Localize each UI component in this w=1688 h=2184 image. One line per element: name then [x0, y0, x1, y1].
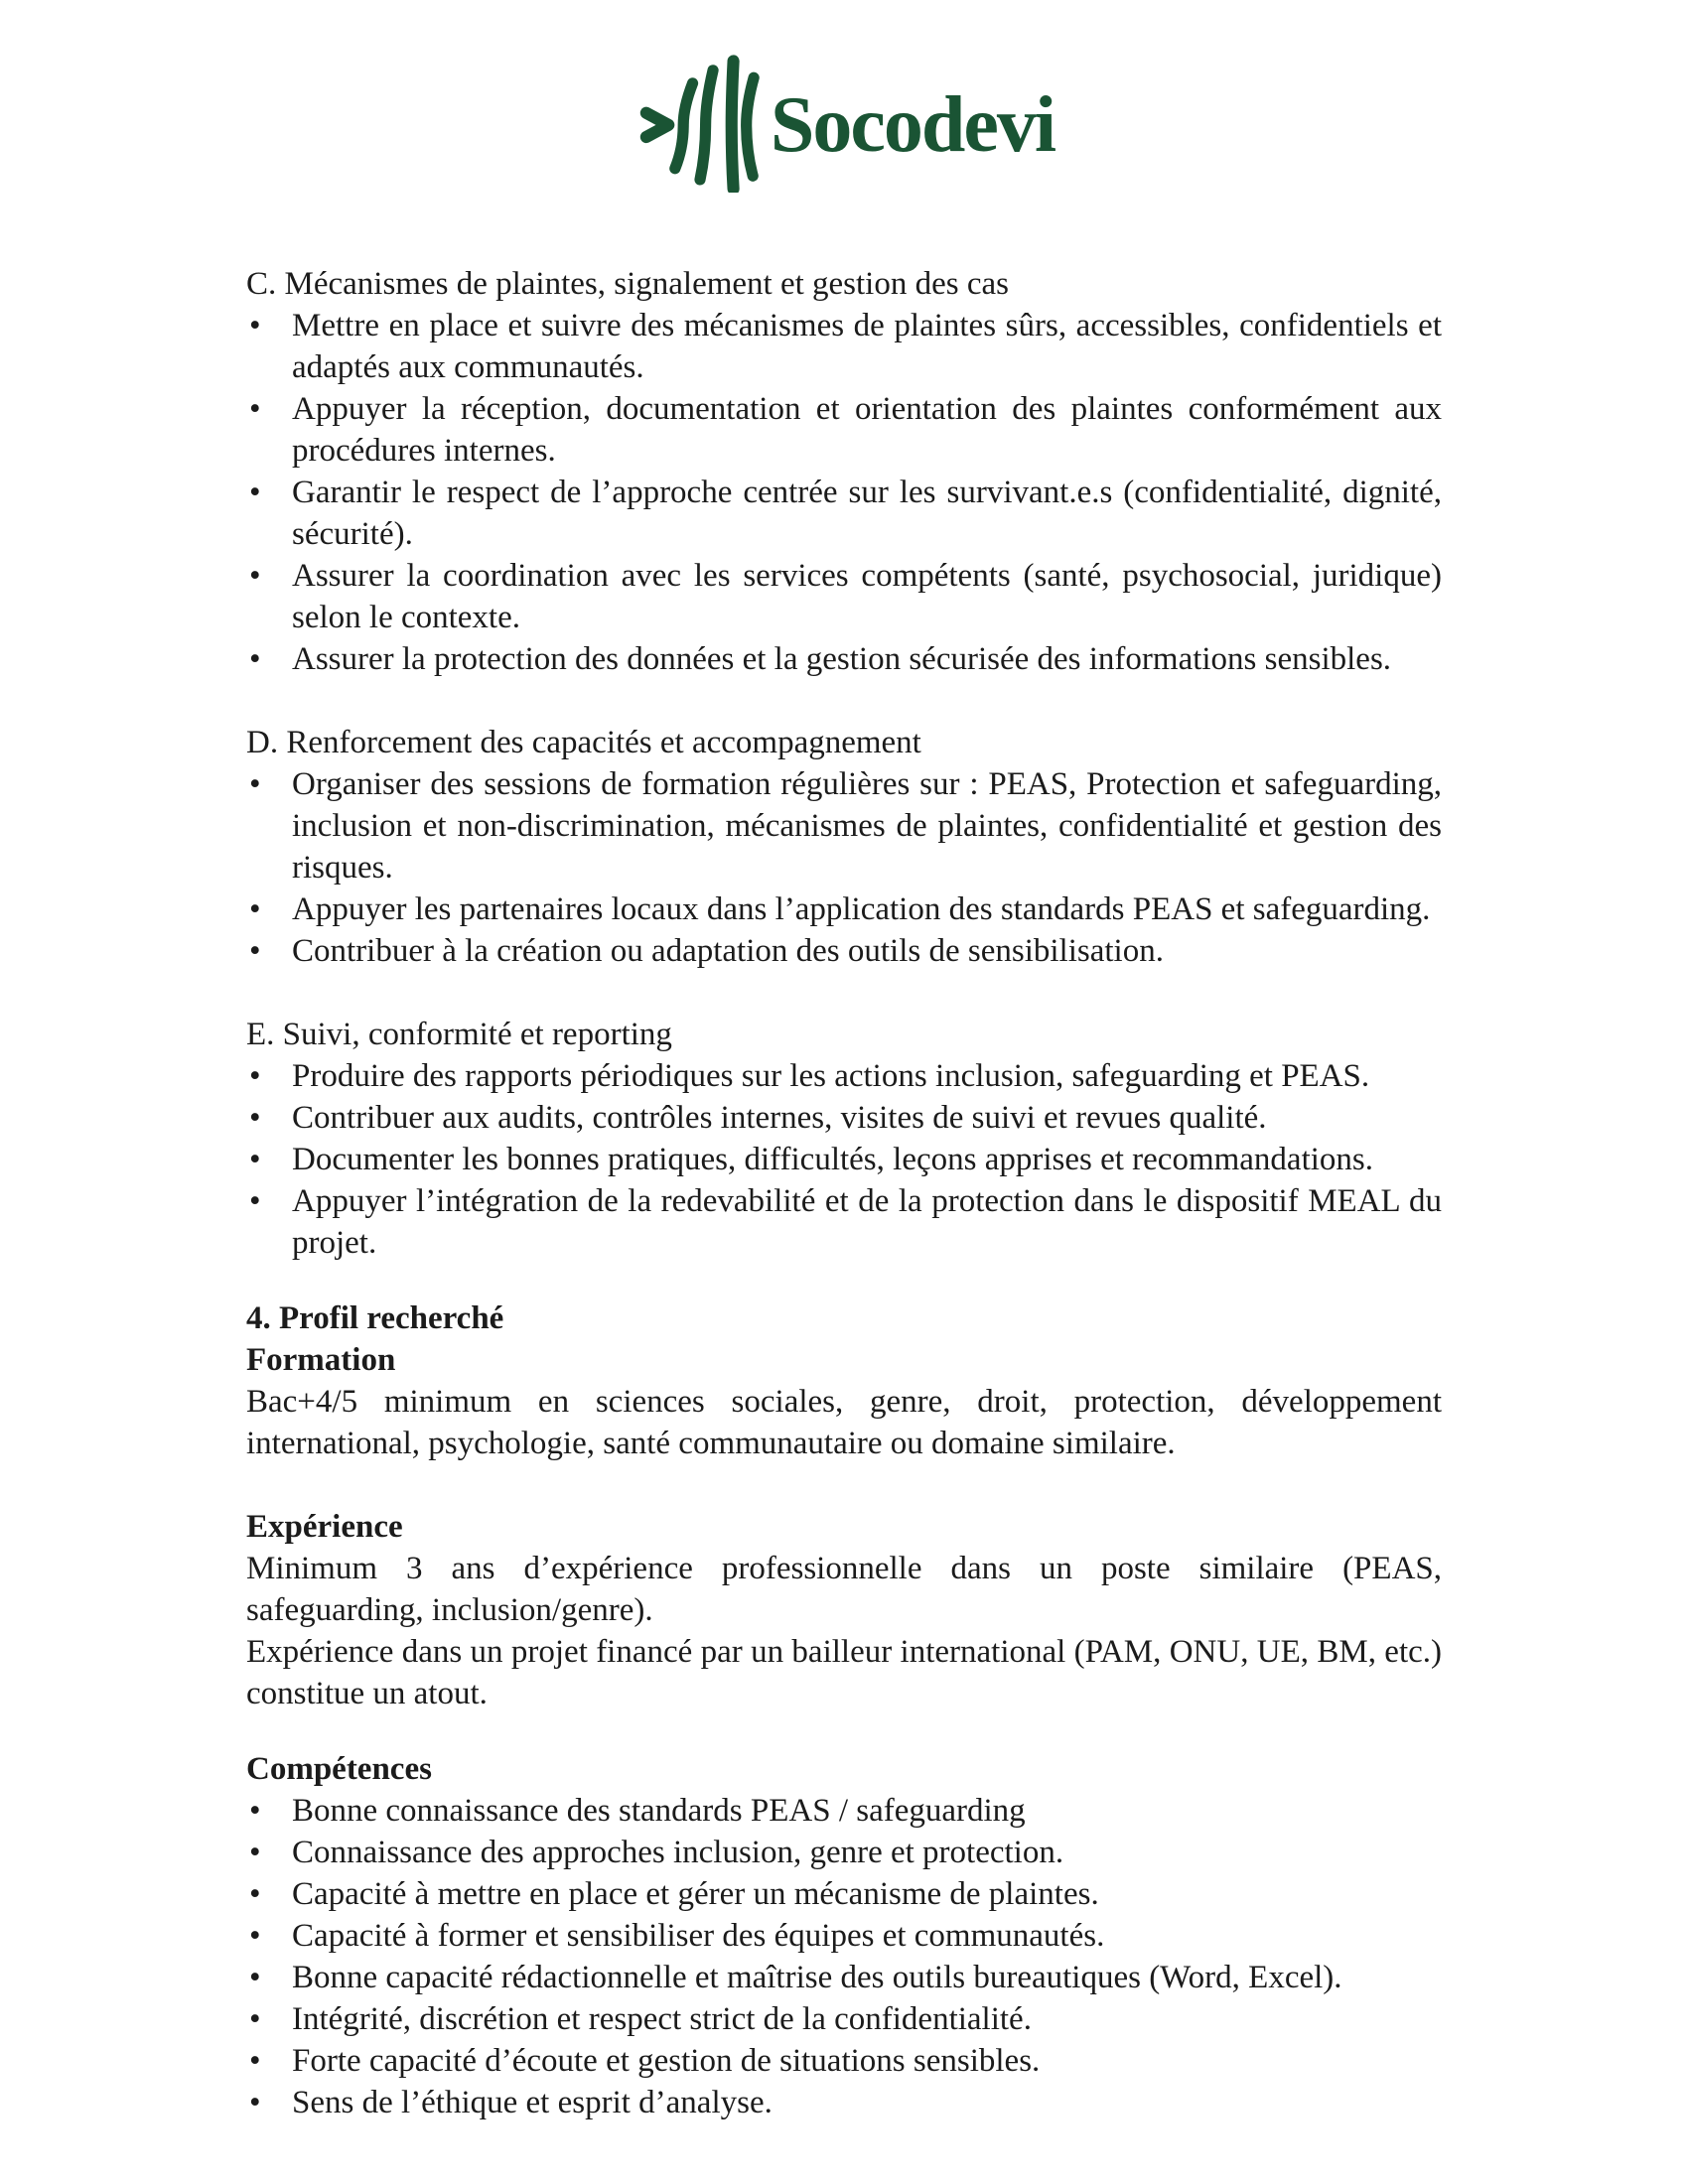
bullet-text: Mettre en place et suivre des mécanismes de plaintes sûrs, accessibles, confidentiels et adaptés aux communautés. [292, 308, 1442, 385]
bullet-icon: • [249, 1793, 261, 1829]
competences-list [246, 1790, 1442, 2123]
section-spacer [246, 1714, 1442, 1748]
list-item [246, 1832, 1442, 1873]
section-d-heading: D. Renforcement des capacités et accompagnement [246, 725, 921, 760]
bullet-icon: • [249, 1835, 261, 1870]
bullet-icon: • [249, 1142, 261, 1177]
list-item [246, 1055, 1442, 1097]
bullet-icon: • [249, 1100, 261, 1136]
bullet-text: Contribuer aux audits, contrôles internes, visites de suivi et revues qualité. [292, 1100, 1267, 1136]
bullet-icon: • [249, 891, 261, 927]
bullet-icon: • [249, 308, 261, 343]
bullet-icon: • [249, 1960, 261, 1995]
section-e-list [246, 1055, 1442, 1264]
bullet-icon: • [249, 391, 261, 427]
bullet-icon: • [249, 475, 261, 510]
profil-heading: 4. Profil recherché [246, 1300, 504, 1336]
list-item [246, 1957, 1442, 1998]
bullet-text: Capacité à mettre en place et gérer un mécanisme de plaintes. [292, 1876, 1099, 1912]
list-item [246, 1097, 1442, 1139]
socodevi-logo-text: Socodevi [770, 81, 1055, 169]
bullet-text: Bonne capacité rédactionnelle et maîtrise des outils bureautiques (Word, Excel). [292, 1960, 1342, 1995]
list-item [246, 1180, 1442, 1264]
bullet-icon: • [249, 1058, 261, 1094]
bullet-text: Connaissance des approches inclusion, genre et protection. [292, 1835, 1064, 1870]
bullet-icon: • [249, 1876, 261, 1912]
experience-paragraph: Minimum 3 ans d’expérience professionnelle dans un poste similaire (PEAS, safeguarding, inclusion/genre). [246, 1551, 1442, 1628]
bullet-icon: • [249, 2043, 261, 2079]
list-item [246, 763, 1442, 888]
section-c-list [246, 305, 1442, 680]
experience-heading: Expérience [246, 1509, 403, 1545]
bullet-text: Intégrité, discrétion et respect strict de la confidentialité. [292, 2001, 1032, 2037]
experience-paragraph: Expérience dans un projet financé par un bailleur international (PAM, ONU, UE, BM, etc.) constitue un atout. [246, 1634, 1442, 1711]
bullet-text: Appuyer l’intégration de la redevabilité et de la protection dans le dispositif MEAL du projet. [292, 1183, 1442, 1261]
logo-center-stroke [732, 61, 734, 189]
list-item [246, 1915, 1442, 1957]
formation-heading: Formation [246, 1342, 396, 1378]
list-item [246, 1790, 1442, 1832]
bullet-icon: • [249, 766, 261, 802]
formation-text: Bac+4/5 minimum en sciences sociales, genre, droit, protection, développement international, psychologie, santé communautaire ou domaine similaire. [246, 1384, 1442, 1461]
bullet-icon: • [249, 558, 261, 594]
list-item [246, 2040, 1442, 2082]
logo-curve-stroke-1 [675, 83, 693, 169]
section-spacer [246, 680, 1442, 722]
list-item [246, 638, 1442, 680]
competences-heading: Compétences [246, 1751, 432, 1787]
socodevi-logo [0, 54, 1688, 193]
list-item [246, 930, 1442, 972]
bullet-text: Contribuer à la création ou adaptation des outils de sensibilisation. [292, 933, 1164, 969]
section-c-heading: C. Mécanismes de plaintes, signalement et gestion des cas [246, 266, 1009, 302]
list-item [246, 1998, 1442, 2040]
bullet-icon: • [249, 641, 261, 677]
list-item [246, 388, 1442, 472]
section-d-list [246, 763, 1442, 972]
list-item [246, 555, 1442, 638]
section-e-heading: E. Suivi, conformité et reporting [246, 1017, 672, 1052]
section-spacer [246, 972, 1442, 1014]
bullet-text: Garantir le respect de l’approche centrée sur les survivant.e.s (confidentialité, dignité, sécurité). [292, 475, 1442, 552]
list-item [246, 472, 1442, 555]
section-spacer [246, 1264, 1442, 1297]
section-spacer [246, 1464, 1442, 1506]
list-item [246, 1139, 1442, 1180]
bullet-text: Sens de l’éthique et esprit d’analyse. [292, 2085, 773, 2120]
document-content [246, 263, 1442, 2123]
bullet-text: Appuyer la réception, documentation et orientation des plaintes conformément aux procédures internes. [292, 391, 1442, 469]
logo-curve-stroke-2 [700, 70, 713, 180]
list-item [246, 1873, 1442, 1915]
bullet-text: Assurer la coordination avec les services compétents (santé, psychosocial, juridique) selon le contexte. [292, 558, 1442, 635]
socodevi-logo-icon [633, 54, 767, 193]
bullet-text: Capacité à former et sensibiliser des équipes et communautés. [292, 1918, 1105, 1954]
bullet-icon: • [249, 1183, 261, 1219]
bullet-text: Assurer la protection des données et la gestion sécurisée des informations sensibles. [292, 641, 1392, 677]
bullet-text: Organiser des sessions de formation régulières sur : PEAS, Protection et safeguarding, inclusion et non-discrimination, mécanismes de plaintes, confidentialité et gestion des risques. [292, 766, 1442, 886]
bullet-icon: • [249, 933, 261, 969]
bullet-text: Documenter les bonnes pratiques, difficultés, leçons apprises et recommandations. [292, 1142, 1373, 1177]
bullet-icon: • [249, 2001, 261, 2037]
bullet-text: Appuyer les partenaires locaux dans l’application des standards PEAS et safeguarding. [292, 891, 1431, 927]
logo-strokes [646, 61, 754, 189]
bullet-text: Forte capacité d’écoute et gestion de situations sensibles. [292, 2043, 1041, 2079]
bullet-icon: • [249, 2085, 261, 2120]
list-item [246, 305, 1442, 388]
list-item [246, 888, 1442, 930]
bullet-text: Produire des rapports périodiques sur les actions inclusion, safeguarding et PEAS. [292, 1058, 1370, 1094]
list-item [246, 2082, 1442, 2123]
bullet-icon: • [249, 1918, 261, 1954]
logo-chevron-stroke [646, 113, 668, 137]
bullet-text: Bonne connaissance des standards PEAS / safeguarding [292, 1793, 1026, 1829]
logo-curve-stroke-3 [747, 77, 754, 176]
